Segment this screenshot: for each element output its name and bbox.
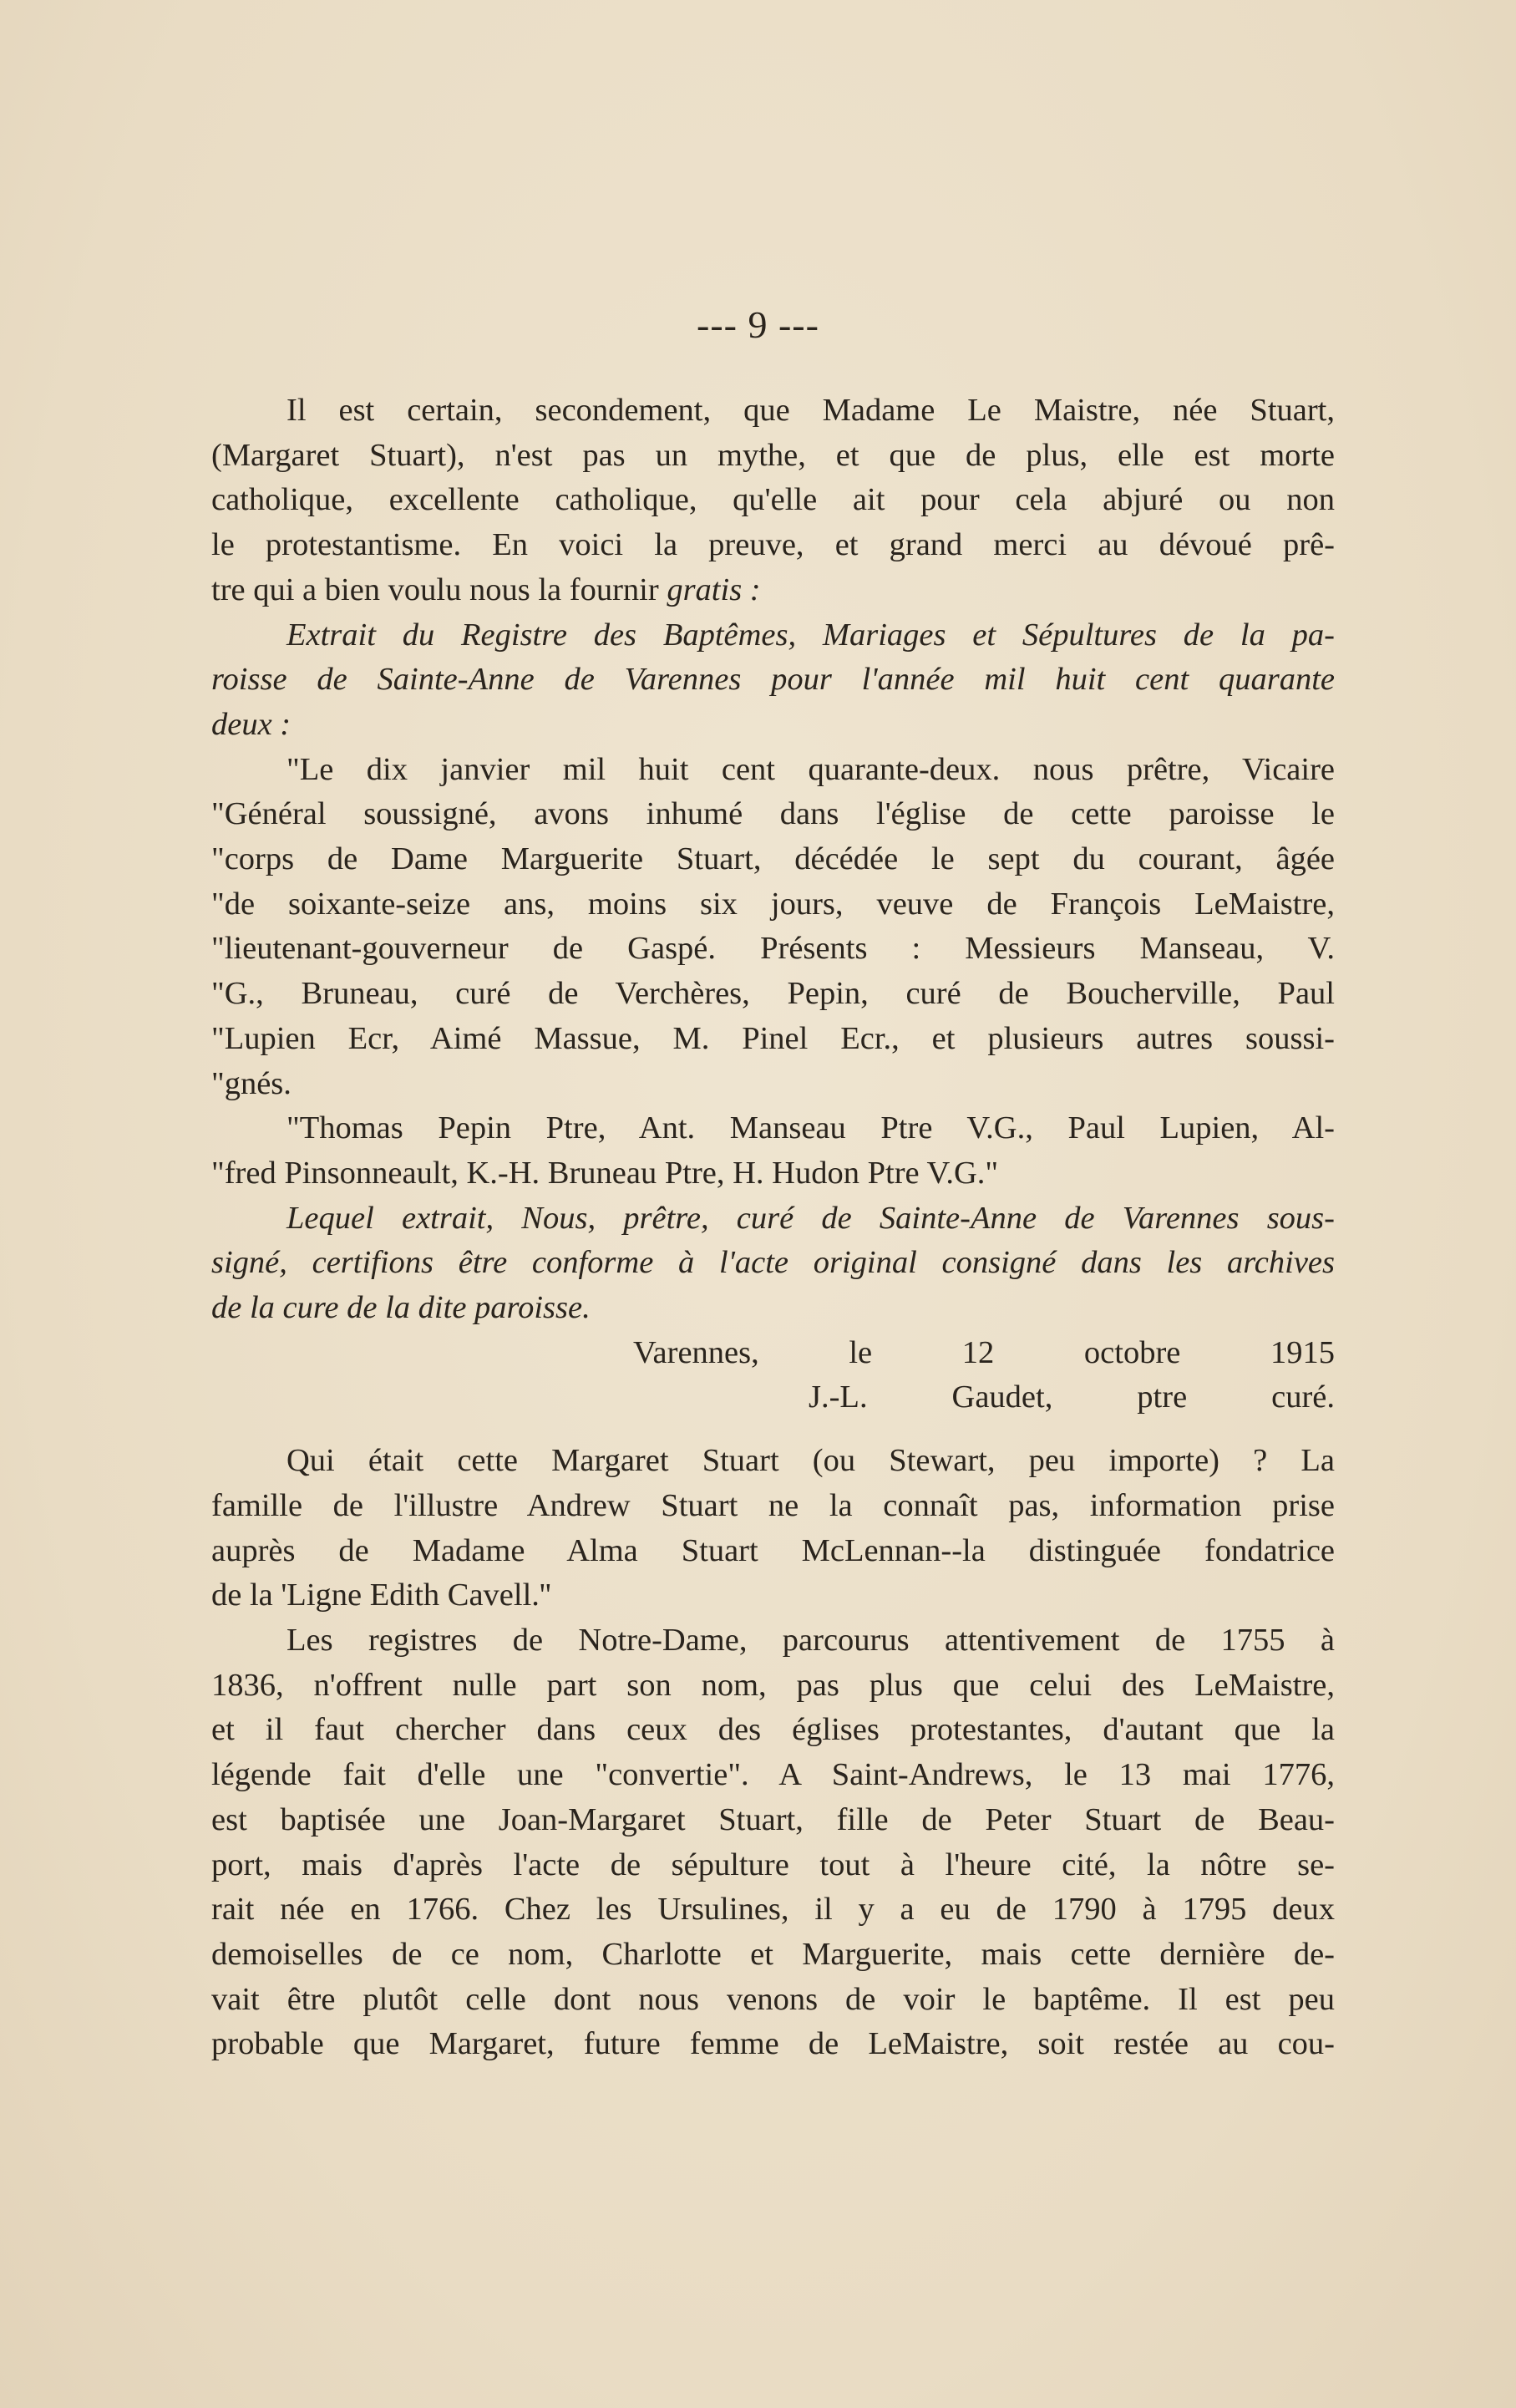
certification-line: de la cure de la dite paroisse. [211, 1290, 591, 1326]
para2-line: de la 'Ligne Edith Cavell.'' [211, 1577, 551, 1613]
para2-line: auprès de Madame Alma Stuart McLennan--la distinguée fondatrice [211, 1532, 1335, 1568]
para2-line: Qui était cette Margaret Stuart (ou Stewart, peu importe) ? La [286, 1443, 1335, 1479]
para1-text: tre qui a bien voulu nous la fournir [211, 572, 659, 607]
acte-line: "gnés. [211, 1065, 292, 1101]
certification-line: signé, certifions être conforme à l'acte original consigné dans les archives [211, 1245, 1335, 1281]
signatures-line: "Thomas Pepin Ptre, Ant. Manseau Ptre V.G., Paul Lupien, Al- [286, 1110, 1335, 1146]
section-gap [211, 1420, 1335, 1439]
para1-line: catholique, excellente catholique, qu'elle ait pour cela abjuré ou non [211, 482, 1335, 518]
para1-line-last [211, 568, 1335, 613]
extrait-heading-line: Extrait du Registre des Baptêmes, Mariages et Sépultures de la pa- [286, 617, 1335, 653]
page-text [211, 389, 1335, 2067]
certification-line: Lequel extrait, Nous, prêtre, curé de Sainte-Anne de Varennes sous- [286, 1200, 1335, 1236]
acte-line: "G., Bruneau, curé de Verchères, Pepin, curé de Boucherville, Paul [211, 976, 1335, 1012]
acte-line: "de soixante-seize ans, moins six jours, veuve de François LeMaistre, [211, 886, 1335, 922]
para3-line: probable que Margaret, future femme de LeMaistre, soit restée au cou- [211, 2026, 1335, 2062]
extrait-heading-line: roisse de Sainte-Anne de Varennes pour l'année mil huit cent quarante [211, 662, 1335, 698]
gratis-word: gratis : [667, 572, 761, 607]
para3-line: 1836, n'offrent nulle part son nom, pas plus que celui des LeMaistre, [211, 1667, 1335, 1703]
signatures-line: "fred Pinsonneault, K.-H. Bruneau Ptre, H. Hudon Ptre V.G." [211, 1155, 999, 1191]
para3-line: demoiselles de ce nom, Charlotte et Marguerite, mais cette dernière de- [211, 1936, 1335, 1972]
signer: J.-L. Gaudet, ptre curé. [809, 1379, 1335, 1415]
extrait-heading-line: deux : [211, 706, 292, 742]
acte-line: "lieutenant-gouverneur de Gaspé. Présents : Messieurs Manseau, V. [211, 931, 1335, 967]
para3-line: Les registres de Notre-Dame, parcourus attentivement de 1755 à [286, 1622, 1335, 1658]
para1-line: Il est certain, secondement, que Madame Le Maistre, née Stuart, [286, 393, 1335, 428]
para1-line: le protestantisme. En voici la preuve, et grand merci au dévoué prê- [211, 527, 1335, 563]
acte-line: "Le dix janvier mil huit cent quarante-deux. nous prêtre, Vicaire [286, 751, 1335, 787]
place-date: Varennes, le 12 octobre 1915 [633, 1334, 1335, 1370]
acte-line: "Général soussigné, avons inhumé dans l'église de cette paroisse le [211, 796, 1335, 832]
para3-line: est baptisée une Joan-Margaret Stuart, fille de Peter Stuart de Beau- [211, 1801, 1335, 1837]
acte-line: "Lupien Ecr, Aimé Massue, M. Pinel Ecr., et plusieurs autres soussi- [211, 1020, 1335, 1056]
para3-line: port, mais d'après l'acte de sépulture tout à l'heure cité, la nôtre se- [211, 1847, 1335, 1882]
para2-line: famille de l'illustre Andrew Stuart ne la connaît pas, information prise [211, 1487, 1335, 1523]
page-number: --- 9 --- [697, 303, 819, 346]
para3-line: rait née en 1766. Chez les Ursulines, il y a eu de 1790 à 1795 deux [211, 1892, 1335, 1928]
acte-line: "corps de Dame Marguerite Stuart, décédée le sept du courant, âgée [211, 841, 1335, 877]
para1-line: (Margaret Stuart), n'est pas un mythe, et que de plus, elle est morte [211, 437, 1335, 473]
para3-line: et il faut chercher dans ceux des églises protestantes, d'autant que la [211, 1712, 1335, 1748]
para3-line: légende fait d'elle une "convertie". A Saint-Andrews, le 13 mai 1776, [211, 1757, 1335, 1793]
para3-line: vait être plutôt celle dont nous venons de voir le baptême. Il est peu [211, 1981, 1335, 2017]
